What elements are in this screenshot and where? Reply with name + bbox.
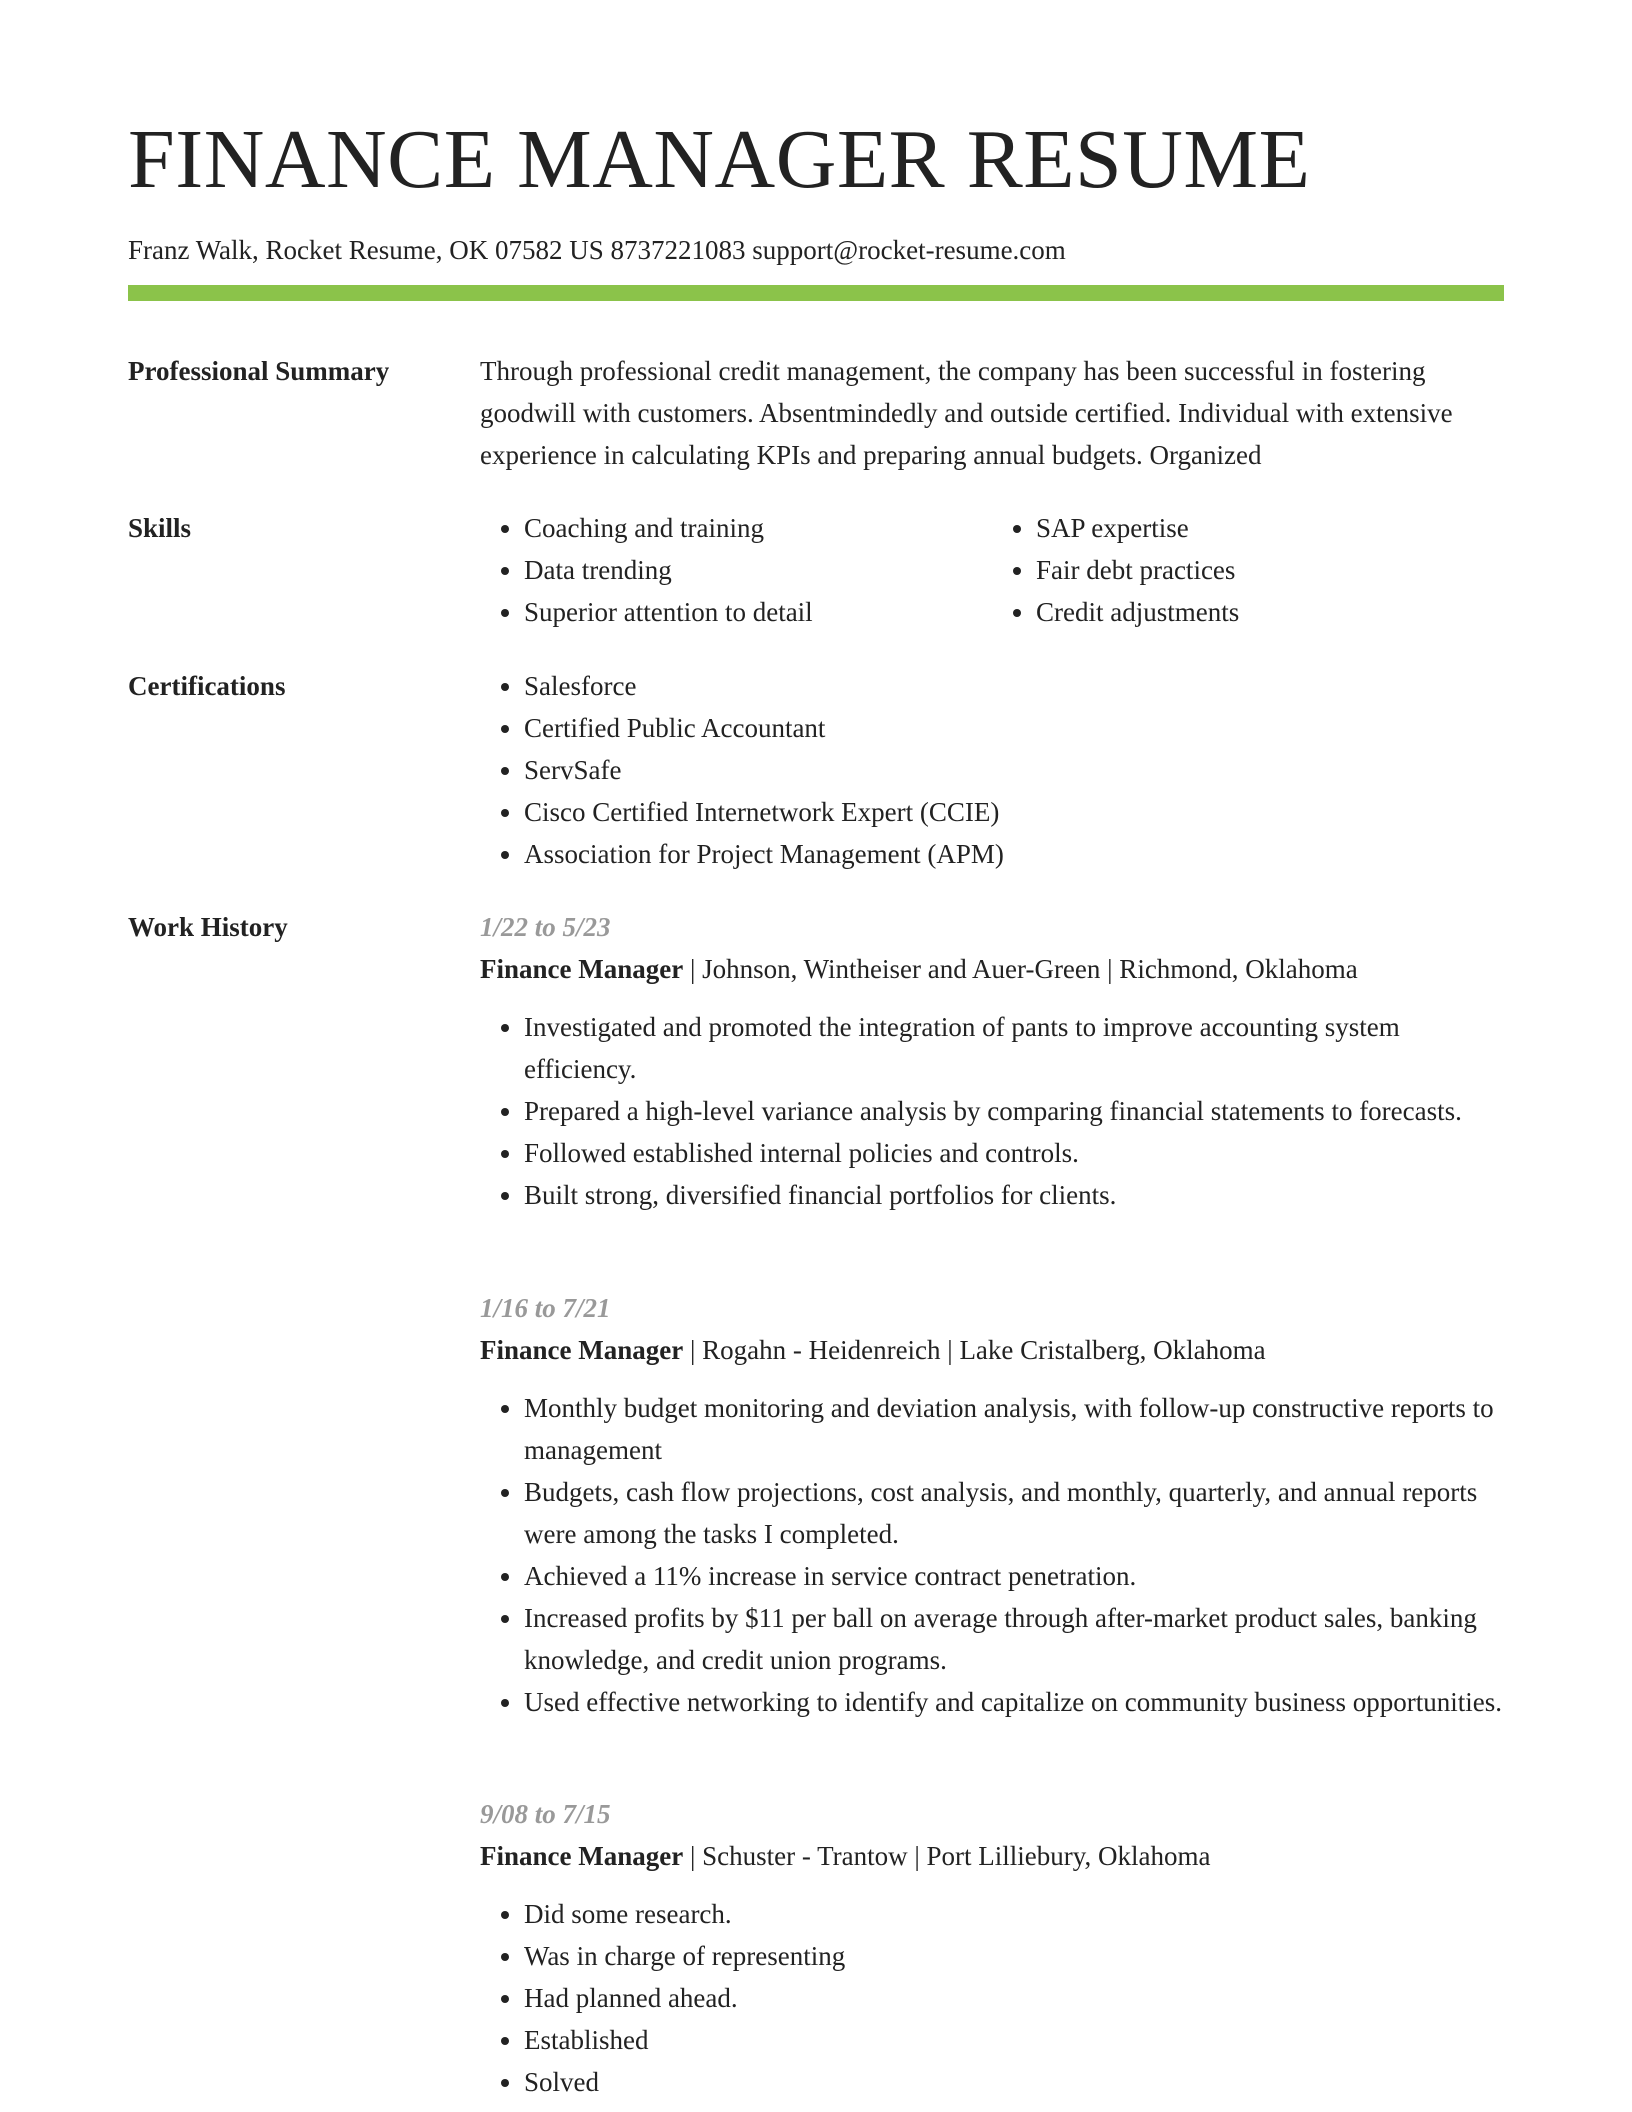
job-date: 9/08 to 7/15 — [480, 1799, 611, 1829]
job-duty: • Increased profits by $11 per ball on average through after-market product sales, banking knowledge, and credit union programs. — [524, 1597, 1504, 1681]
certifications-section — [480, 665, 1504, 875]
certification-item: • Cisco Certified Internetwork Expert (CCIE) — [524, 791, 1504, 833]
skill-item: • Fair debt practices — [1036, 549, 1504, 591]
job-entry — [480, 906, 1504, 1216]
summary-section — [480, 350, 1504, 476]
work-history-label: Work History — [128, 912, 288, 942]
job-heading — [480, 1835, 1504, 1877]
job-heading — [480, 1329, 1504, 1371]
certification-item: • Salesforce — [524, 665, 1504, 707]
skill-item: • Data trending — [524, 549, 992, 591]
job-heading — [480, 948, 1504, 990]
skills-label: Skills — [128, 513, 192, 543]
job-date: 1/22 to 5/23 — [480, 912, 611, 942]
certification-item: • Association for Project Management (APM) — [524, 833, 1504, 875]
job-duty: • Had planned ahead. — [524, 1977, 1504, 2019]
accent-divider — [128, 285, 1504, 301]
certification-item: • Certified Public Accountant — [524, 707, 1504, 749]
job-duties-list — [480, 1387, 1504, 1723]
job-duty: • Monthly budget monitoring and deviation analysis, with follow-up constructive reports to management — [524, 1387, 1504, 1471]
job-duty: • Built strong, diversified financial portfolios for clients. — [524, 1174, 1504, 1216]
job-entry — [480, 1287, 1504, 1723]
job-duty: • Achieved a 11% increase in service contract penetration. — [524, 1555, 1504, 1597]
skills-list-left — [480, 507, 992, 633]
job-duty: • Investigated and promoted the integration of pants to improve accounting system efficiency. — [524, 1006, 1504, 1090]
job-duty: • Budgets, cash flow projections, cost analysis, and monthly, quarterly, and annual reports were among the tasks I completed. — [524, 1471, 1504, 1555]
job-duty: • Prepared a high-level variance analysis by comparing financial statements to forecasts. — [524, 1090, 1504, 1132]
job-employer-location: | Johnson, Wintheiser and Auer-Green | Richmond, Oklahoma — [683, 954, 1358, 984]
job-entry — [480, 1793, 1504, 2103]
job-employer-location: | Rogahn - Heidenreich | Lake Cristalberg, Oklahoma — [683, 1335, 1266, 1365]
certifications-list — [480, 665, 1504, 875]
contact-info: Franz Walk, Rocket Resume, OK 07582 US 8737221083 support@rocket-resume.com — [128, 235, 1066, 265]
job-duty: • Was in charge of representing — [524, 1935, 1504, 1977]
skill-item: • Credit adjustments — [1036, 591, 1504, 633]
certification-item: • ServSafe — [524, 749, 1504, 791]
job-duty: • Followed established internal policies and controls. — [524, 1132, 1504, 1174]
job-duty: • Used effective networking to identify and capitalize on community business opportunities. — [524, 1681, 1504, 1723]
job-duties-list — [480, 1893, 1504, 2103]
job-duty: • Did some research. — [524, 1893, 1504, 1935]
job-title: Finance Manager — [480, 1335, 684, 1365]
skill-item: • Superior attention to detail — [524, 591, 992, 633]
skills-list-right — [992, 507, 1504, 633]
job-duties-list — [480, 1006, 1504, 1216]
job-duty: • Established — [524, 2019, 1504, 2061]
summary-label: Professional Summary — [128, 356, 390, 386]
resume-title: FINANCE MANAGER RESUME — [128, 113, 1311, 206]
summary-text: Through professional credit management, the company has been successful in fostering goodwill with customers. Absentmindedly and outside certified. Individual with extensive experience in calculating KPIs and preparing annual budgets. Organized — [480, 356, 1453, 470]
job-date: 1/16 to 7/21 — [480, 1293, 611, 1323]
skill-item: • SAP expertise — [1036, 507, 1504, 549]
job-title: Finance Manager — [480, 1841, 684, 1871]
job-employer-location: | Schuster - Trantow | Port Lilliebury, Oklahoma — [683, 1841, 1211, 1871]
skills-section — [480, 507, 1504, 633]
job-title: Finance Manager — [480, 954, 684, 984]
skill-item: • Coaching and training — [524, 507, 992, 549]
job-duty: • Solved — [524, 2061, 1504, 2103]
certifications-label: Certifications — [128, 671, 286, 701]
